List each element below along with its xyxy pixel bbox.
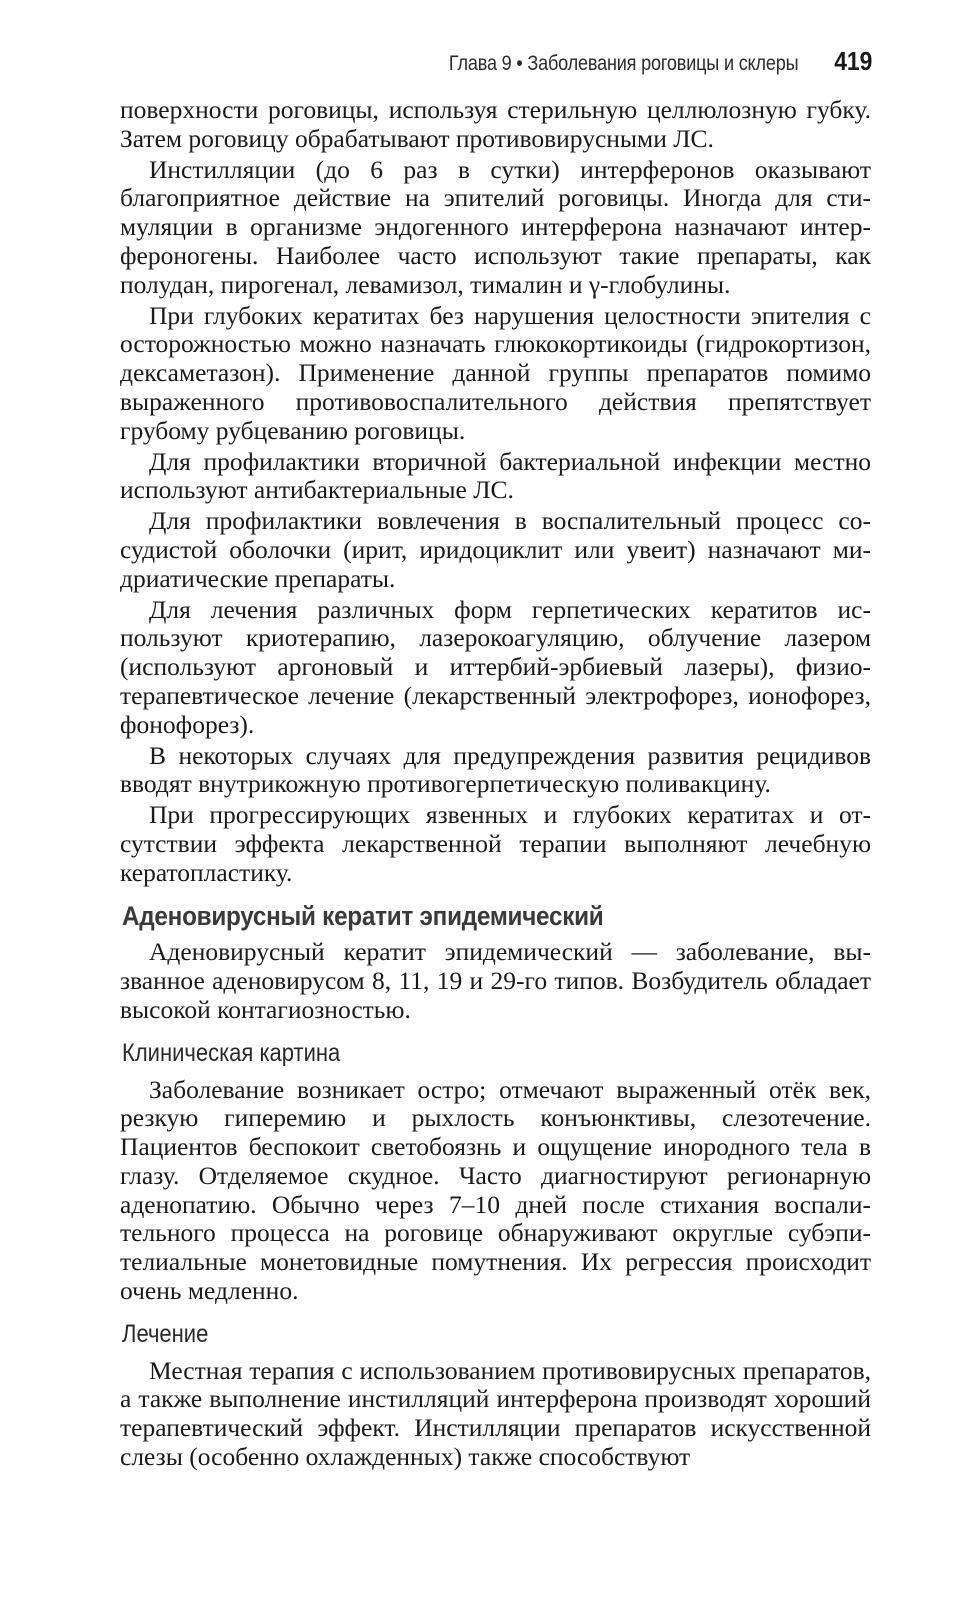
page-number: 419	[833, 46, 872, 76]
paragraph: Для лечения различных форм герпетических кератитов используют криотерапию, лазерокоагуляцию, облучение лазером (используют аргоновый и иттербий-эрбиевый лазеры), физиотерапевтическое лечение (лекарственный электрофорез, ионофорез, фонофорез).	[120, 594, 871, 739]
paragraph: поверхности роговицы, используя стерильную целлюлозную губку. Затем роговицу обрабатывают противовирусными ЛС.	[120, 95, 871, 153]
paragraph: Для профилактики вовлечения в воспалительный процесс сосудистой оболочки (ирит, иридоциклит или увеит) назначают мидриатические препараты.	[120, 506, 871, 593]
chapter-title: Глава 9 • Заболевания роговицы и склеры	[449, 52, 799, 75]
subsection-heading-clinical: Клиническая картина	[122, 1038, 341, 1067]
section-intro: Аденовирусный кератит эпидемический — заболевание, вызванное аденовирусом 8, 11, 19 и 29-го типов. Возбудитель обладает высокой контагиозностью.	[120, 937, 871, 1024]
subsection-heading-treatment: Лечение	[122, 1319, 209, 1348]
body-text	[120, 96, 871, 1472]
paragraph: Для профилактики вторичной бактериальной инфекции местно используют антибактериальные ЛС.	[120, 446, 871, 505]
treatment-text: Местная терапия с использованием противовирусных препаратов, а также выполнение инстилляций интерферона производят хороший терапевтический эффект. Инстилляции препаратов искусственной слезы (особенно охлажденных) также способствуют	[120, 1355, 871, 1472]
paragraph: При глубоких кератитах без нарушения целостности эпителия с осторожностью можно назначать глюкокортикоиды (гидрокортизон, дексаметазон). Применение данной группы препаратов помимо выраженного противовоспалительного действия препятствует грубому рубцеванию роговицы.	[120, 300, 871, 445]
paragraph: В некоторых случаях для предупреждения развития рецидивов вводят внутрикожную противогерпетическую поливакцину.	[120, 740, 871, 799]
clinical-text: Заболевание возникает остро; отмечают выраженный отёк век, резкую гиперемию и рыхлость конъюнктивы, слезотечение. Пациентов беспокоит светобоязнь и ощущение инородного тела в глазу. Отделяемое скудное. Часто диагностируют регионарную аденопатию. Обычно через 7–10 дней после стихания воспалительного процесса на роговице обнаруживают округлые субэпителиальные монетовидные помутнения. Их регрессия происходит очень медленно.	[120, 1074, 871, 1306]
running-header	[120, 46, 872, 90]
section-heading: Аденовирусный кератит эпидемический	[122, 900, 604, 931]
paragraph: Инстилляции (до 6 раз в сутки) интерферонов оказывают благоприятное действие на эпителий роговицы. Иногда для стимуляции в организме эндогенного интерферона назначают интерфероногены. Наиболее часто используют такие препараты, как полудан, пирогенал, левамизол, тималин и γ-глобулины.	[120, 154, 871, 299]
paragraph: При прогрессирующих язвенных и глубоких кератитах и отсутствии эффекта лекарственной терапии выполняют лечебную кератопластику.	[120, 800, 871, 887]
